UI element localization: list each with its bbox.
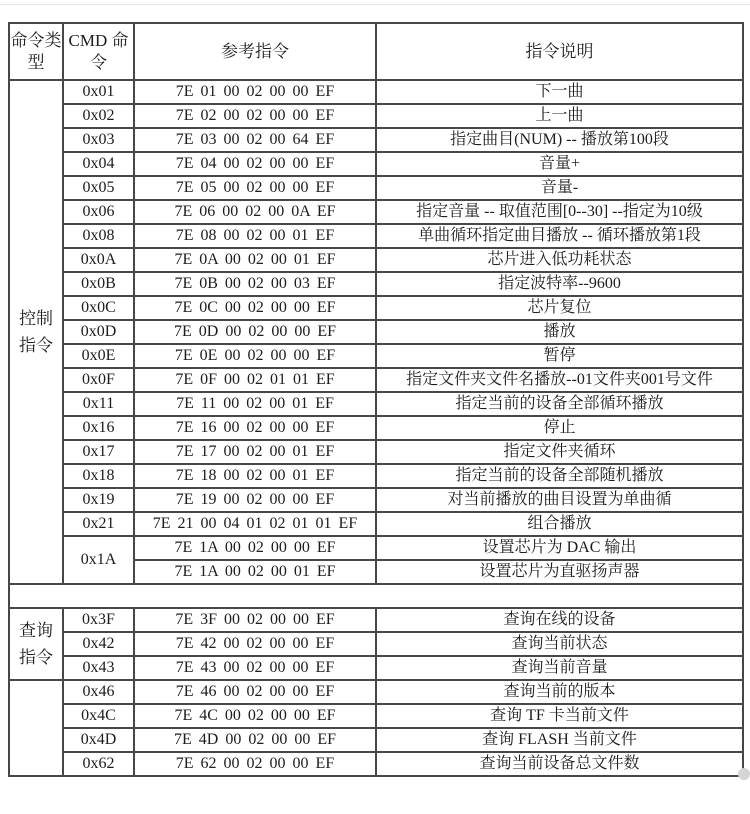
col-header-reference-command: 参考指令 <box>134 23 376 80</box>
command-reference-table <box>8 22 744 777</box>
description-cell: 指定文件夹循环 <box>376 440 743 464</box>
description-cell: 指定音量 -- 取值范围[0--30] --指定为10级 <box>376 200 743 224</box>
reference-command-cell: 7E 08 00 02 00 01 EF <box>134 224 376 248</box>
reference-command-cell: 7E 0B 00 02 00 03 EF <box>134 272 376 296</box>
cmd-code-cell: 0x1A <box>63 536 134 584</box>
cmd-code-cell: 0x06 <box>63 200 134 224</box>
description-cell: 查询当前状态 <box>376 632 743 656</box>
description-cell: 暂停 <box>376 344 743 368</box>
reference-command-cell: 7E 1A 00 02 00 01 EF <box>134 560 376 584</box>
reference-command-cell: 7E 03 00 02 00 64 EF <box>134 128 376 152</box>
page-top-divider <box>0 4 750 5</box>
description-cell: 芯片复位 <box>376 296 743 320</box>
reference-command-cell: 7E 02 00 02 00 00 EF <box>134 104 376 128</box>
description-cell: 设置芯片为直驱扬声器 <box>376 560 743 584</box>
reference-command-cell: 7E 0F 00 02 01 01 EF <box>134 368 376 392</box>
table-row-0x03 <box>9 128 743 152</box>
table-row-0x06 <box>9 200 743 224</box>
description-cell: 查询当前设备总文件数 <box>376 752 743 776</box>
cmd-code-cell: 0x0C <box>63 296 134 320</box>
cmd-code-cell: 0x04 <box>63 152 134 176</box>
cmd-code-cell: 0x05 <box>63 176 134 200</box>
reference-command-cell: 7E 16 00 02 00 00 EF <box>134 416 376 440</box>
table-row-0x0A <box>9 248 743 272</box>
reference-command-cell: 7E 17 00 02 00 01 EF <box>134 440 376 464</box>
table-gap-cell <box>9 584 743 608</box>
table-row-0x0F <box>9 368 743 392</box>
table-row-0x4D <box>9 728 743 752</box>
cmd-code-cell: 0x43 <box>63 656 134 680</box>
table-row-0x3F <box>9 608 743 632</box>
description-cell: 播放 <box>376 320 743 344</box>
description-cell: 单曲循环指定曲目播放 -- 循环播放第1段 <box>376 224 743 248</box>
group-cell-control: 控制指令 <box>9 80 63 584</box>
cmd-code-cell: 0x03 <box>63 128 134 152</box>
cmd-code-cell: 0x21 <box>63 512 134 536</box>
description-cell: 指定当前的设备全部循环播放 <box>376 392 743 416</box>
table-row-0x19 <box>9 488 743 512</box>
description-cell: 指定波特率--9600 <box>376 272 743 296</box>
cmd-code-cell: 0x3F <box>63 608 134 632</box>
cmd-code-cell: 0x0E <box>63 344 134 368</box>
corner-dot <box>738 768 750 780</box>
cmd-code-cell: 0x4C <box>63 704 134 728</box>
table-row-0x46 <box>9 680 743 704</box>
table-row-0x11 <box>9 392 743 416</box>
table-row-0x05 <box>9 176 743 200</box>
reference-command-cell: 7E 0E 00 02 00 00 EF <box>134 344 376 368</box>
reference-command-cell: 7E 4C 00 02 00 00 EF <box>134 704 376 728</box>
description-cell: 设置芯片为 DAC 输出 <box>376 536 743 560</box>
description-cell: 芯片进入低功耗状态 <box>376 248 743 272</box>
table-row-0x17 <box>9 440 743 464</box>
reference-command-cell: 7E 01 00 02 00 00 EF <box>134 80 376 104</box>
table-row-0x0E <box>9 344 743 368</box>
table-row-0x4C <box>9 704 743 728</box>
description-cell: 指定当前的设备全部随机播放 <box>376 464 743 488</box>
header-row <box>9 23 743 80</box>
table-row-0x18 <box>9 464 743 488</box>
description-cell: 查询当前音量 <box>376 656 743 680</box>
reference-command-cell: 7E 46 00 02 00 00 EF <box>134 680 376 704</box>
reference-command-cell: 7E 0C 00 02 00 00 EF <box>134 296 376 320</box>
table-row-0x0B <box>9 272 743 296</box>
description-cell: 查询 TF 卡当前文件 <box>376 704 743 728</box>
description-cell: 停止 <box>376 416 743 440</box>
reference-command-cell: 7E 4D 00 02 00 00 EF <box>134 728 376 752</box>
description-cell: 音量+ <box>376 152 743 176</box>
reference-command-cell: 7E 3F 00 02 00 00 EF <box>134 608 376 632</box>
reference-command-cell: 7E 04 00 02 00 00 EF <box>134 152 376 176</box>
cmd-code-cell: 0x17 <box>63 440 134 464</box>
cmd-code-cell: 0x62 <box>63 752 134 776</box>
col-header-command-type: 命令类型 <box>9 23 63 80</box>
table-row-0x1A <box>9 536 743 560</box>
description-cell: 查询当前的版本 <box>376 680 743 704</box>
col-header-description: 指令说明 <box>376 23 743 80</box>
reference-command-cell: 7E 18 00 02 00 01 EF <box>134 464 376 488</box>
cmd-code-cell: 0x02 <box>63 104 134 128</box>
table-row-0x62 <box>9 752 743 776</box>
reference-command-cell: 7E 21 00 04 01 02 01 01 EF <box>134 512 376 536</box>
reference-command-cell: 7E 0A 00 02 00 01 EF <box>134 248 376 272</box>
col-header-cmd-code: CMD 命令 <box>63 23 134 80</box>
reference-command-cell: 7E 11 00 02 00 01 EF <box>134 392 376 416</box>
reference-command-cell: 7E 06 00 02 00 0A EF <box>134 200 376 224</box>
table-row-0x21 <box>9 512 743 536</box>
table-row-0x01 <box>9 80 743 104</box>
table-row-0x0C <box>9 296 743 320</box>
cmd-code-cell: 0x16 <box>63 416 134 440</box>
table-row-0x04 <box>9 152 743 176</box>
description-cell: 查询在线的设备 <box>376 608 743 632</box>
cmd-code-cell: 0x0F <box>63 368 134 392</box>
reference-command-cell: 7E 42 00 02 00 00 EF <box>134 632 376 656</box>
cmd-code-cell: 0x42 <box>63 632 134 656</box>
reference-command-cell: 7E 43 00 02 00 00 EF <box>134 656 376 680</box>
reference-command-cell: 7E 19 00 02 00 00 EF <box>134 488 376 512</box>
reference-command-cell: 7E 0D 00 02 00 00 EF <box>134 320 376 344</box>
description-cell: 上一曲 <box>376 104 743 128</box>
reference-command-cell: 7E 05 00 02 00 00 EF <box>134 176 376 200</box>
cmd-code-cell: 0x0B <box>63 272 134 296</box>
table-row-0x0D <box>9 320 743 344</box>
table-row-0x43 <box>9 656 743 680</box>
cmd-code-cell: 0x0D <box>63 320 134 344</box>
reference-command-cell: 7E 62 00 02 00 00 EF <box>134 752 376 776</box>
cmd-code-cell: 0x0A <box>63 248 134 272</box>
description-cell: 组合播放 <box>376 512 743 536</box>
description-cell: 音量- <box>376 176 743 200</box>
description-cell: 下一曲 <box>376 80 743 104</box>
table-row-0x02 <box>9 104 743 128</box>
cmd-code-cell: 0x46 <box>63 680 134 704</box>
cmd-code-cell: 0x18 <box>63 464 134 488</box>
description-cell: 指定文件夹文件名播放--01文件夹001号文件 <box>376 368 743 392</box>
reference-command-cell: 7E 1A 00 02 00 00 EF <box>134 536 376 560</box>
description-cell: 查询 FLASH 当前文件 <box>376 728 743 752</box>
description-cell: 指定曲目(NUM) -- 播放第100段 <box>376 128 743 152</box>
cmd-code-cell: 0x4D <box>63 728 134 752</box>
group-cell-query2 <box>9 680 63 776</box>
cmd-code-cell: 0x19 <box>63 488 134 512</box>
table-row-0x16 <box>9 416 743 440</box>
table-gap-row <box>9 584 743 608</box>
table-row-0x08 <box>9 224 743 248</box>
description-cell: 对当前播放的曲目设置为单曲循 <box>376 488 743 512</box>
cmd-code-cell: 0x08 <box>63 224 134 248</box>
cmd-code-cell: 0x01 <box>63 80 134 104</box>
cmd-code-cell: 0x11 <box>63 392 134 416</box>
group-cell-query: 查询指令 <box>9 608 63 680</box>
table-row-0x42 <box>9 632 743 656</box>
